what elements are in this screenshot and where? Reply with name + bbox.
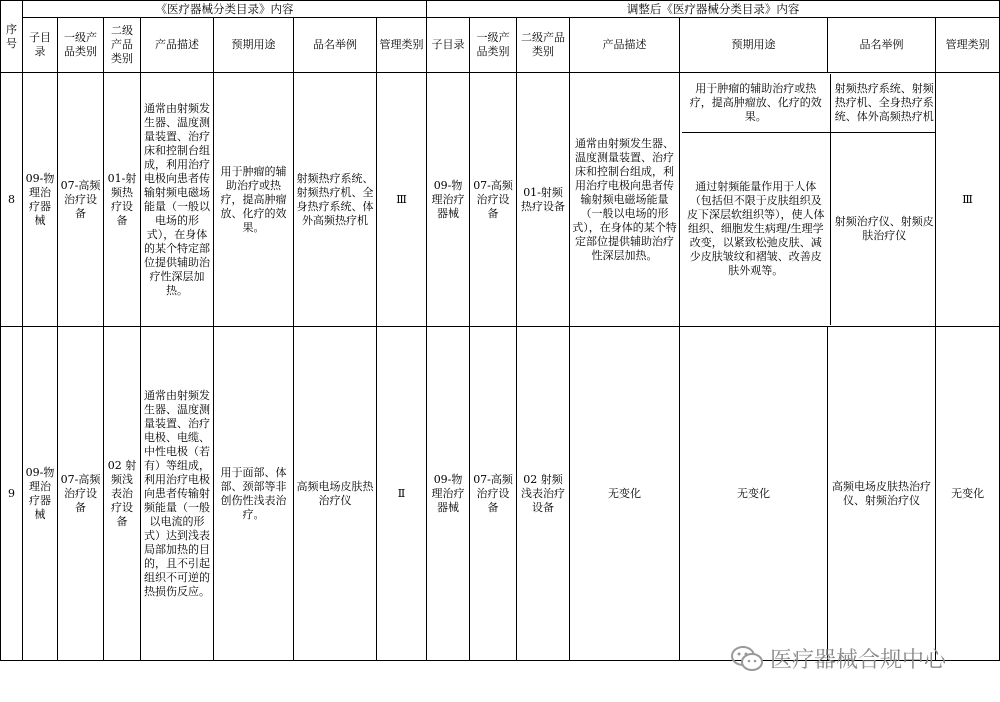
watermark bbox=[730, 643, 946, 674]
orig-class: Ⅲ bbox=[377, 73, 427, 327]
orig-category-1: 07-高频治疗设备 bbox=[58, 73, 104, 327]
adj-category-2: 02 射频浅表治疗设备 bbox=[517, 327, 570, 661]
header-class: 管理类别 bbox=[936, 18, 1000, 73]
header-category-2: 二级产品类别 bbox=[517, 18, 570, 73]
orig-category-2: 01-射频热疗设备 bbox=[104, 73, 141, 327]
header-description: 产品描述 bbox=[141, 18, 214, 73]
header-original-title: 《医疗器械分类目录》内容 bbox=[23, 1, 427, 18]
header-intended-use: 预期用途 bbox=[680, 18, 828, 73]
header-sub-catalog: 子目录 bbox=[23, 18, 58, 73]
orig-sub-catalog: 09-物理治疗器械 bbox=[23, 73, 58, 327]
header-examples: 品名举例 bbox=[294, 18, 377, 73]
orig-examples: 高频电场皮肤热治疗仪 bbox=[294, 327, 377, 661]
orig-description: 通常由射频发生器、温度测量装置、治疗床和控制台组成，利用治疗电极向患者传输射频电磁场能量（一般以电场的形式），在身体的某个特定部位提供辅助治疗性深层加热。 bbox=[141, 73, 214, 327]
adj-class: Ⅲ bbox=[936, 73, 1000, 327]
table-row bbox=[1, 327, 1000, 661]
orig-sub-catalog: 09-物理治疗器械 bbox=[23, 327, 58, 661]
table-row bbox=[1, 73, 1000, 327]
wechat-icon bbox=[730, 645, 764, 673]
header-category-2: 二级产品类别 bbox=[104, 18, 141, 73]
adj-use-examples-split bbox=[680, 73, 936, 327]
adj-description: 无变化 bbox=[570, 327, 680, 661]
adj-examples-tumor: 射频热疗系统、射频热疗机、全身热疗系统、体外高频热疗机 bbox=[830, 74, 936, 133]
header-category-1: 一级产品类别 bbox=[58, 18, 104, 73]
adj-sub-catalog: 09-物理治疗器械 bbox=[427, 327, 470, 661]
orig-examples: 射频热疗系统、射频热疗机、全身热疗系统、体外高频热疗机 bbox=[294, 73, 377, 327]
header-intended-use: 预期用途 bbox=[214, 18, 294, 73]
orig-category-1: 07-高频治疗设备 bbox=[58, 327, 104, 661]
adj-class: 无变化 bbox=[936, 327, 1000, 661]
adj-examples-skin: 射频治疗仪、射频皮肤治疗仪 bbox=[834, 215, 934, 242]
orig-intended-use: 用于面部、体部、颈部等非创伤性浅表治疗。 bbox=[214, 327, 294, 661]
adj-category-1: 07-高频治疗设备 bbox=[470, 73, 517, 327]
header-no: 序号 bbox=[1, 1, 23, 73]
header-description: 产品描述 bbox=[570, 18, 680, 73]
header-examples: 品名举例 bbox=[828, 18, 936, 73]
orig-class: Ⅱ bbox=[377, 327, 427, 661]
orig-intended-use: 用于肿瘤的辅助治疗或热疗，提高肿瘤放、化疗的效果。 bbox=[214, 73, 294, 327]
adj-sub-catalog: 09-物理治疗器械 bbox=[427, 73, 470, 327]
adj-intended-use: 无变化 bbox=[680, 327, 828, 661]
adj-category-1: 07-高频治疗设备 bbox=[470, 327, 517, 661]
header-adjusted-title: 调整后《医疗器械分类目录》内容 bbox=[427, 1, 1000, 18]
adj-examples: 高频电场皮肤热治疗仪、射频治疗仪 bbox=[828, 327, 936, 661]
header-sub-catalog: 子目录 bbox=[427, 18, 470, 73]
row-number: 8 bbox=[1, 73, 23, 327]
adj-intended-use-skin: 通过射频能量作用于人体（包括但不限于皮肤组织及皮下深层软组织等），使人体组织、细胞发生病理/生理学改变，以紧致松弛皮肤、减少皮肤皱纹和褶皱、改善皮肤外观等。 bbox=[682, 133, 830, 326]
watermark-text: 医疗器械合规中心 bbox=[770, 648, 947, 673]
adj-intended-use-tumor: 用于肿瘤的辅助治疗或热疗，提高肿瘤放、化疗的效果。 bbox=[682, 74, 830, 133]
adj-description: 通常由射频发生器、温度测量装置、治疗床和控制台组成，利用治疗电极向患者传输射频电磁场能量（一般以电场的形式），在身体的某个特定部位提供辅助治疗性深层加热。 bbox=[570, 73, 680, 327]
header-class: 管理类别 bbox=[377, 18, 427, 73]
row-number: 9 bbox=[1, 327, 23, 661]
header-category-1: 一级产品类别 bbox=[470, 18, 517, 73]
orig-description: 通常由射频发生器、温度测量装置、治疗电极、电缆、中性电极（若有）等组成，利用治疗电极向患者传输射频能量（一般以电流的形式）达到浅表局部加热的目的，且不引起组织不可逆的热损伤反应。 bbox=[141, 327, 214, 661]
adj-category-2: 01-射频热疗设备 bbox=[517, 73, 570, 327]
orig-category-2: 02 射频浅表治疗设备 bbox=[104, 327, 141, 661]
